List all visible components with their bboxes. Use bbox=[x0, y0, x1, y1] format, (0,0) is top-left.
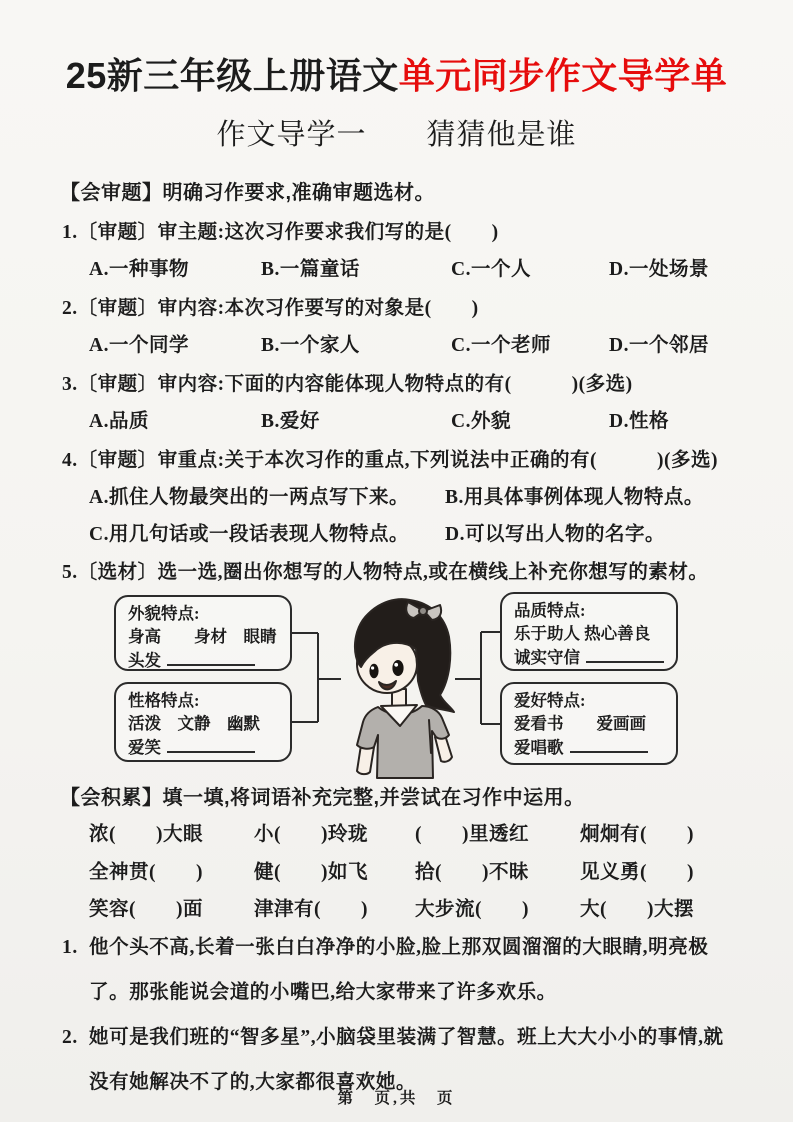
trait-box-line2: 头发 bbox=[128, 650, 161, 670]
word-blank: 浓( )大眼 bbox=[89, 824, 203, 845]
trait-box-line1: 乐于助人 热心善良 bbox=[514, 624, 651, 644]
word-row-3 bbox=[62, 893, 774, 921]
option-c: C.一个人 bbox=[451, 259, 531, 280]
trait-box-title: 性格特点: bbox=[128, 691, 200, 710]
option-c: C.用几句话或一段话表现人物特点。 bbox=[89, 524, 409, 545]
option-d: D.一处场景 bbox=[609, 259, 709, 280]
blank-line bbox=[167, 651, 255, 666]
trait-box-line1: 身高 身材 眼睛 bbox=[128, 627, 277, 647]
trait-box-line2: 诚实守信 bbox=[514, 647, 580, 667]
question-3-options bbox=[62, 405, 774, 433]
trait-box-quality bbox=[500, 592, 678, 671]
trait-box-appearance bbox=[114, 595, 292, 671]
trait-box-line1: 爱看书 爱画画 bbox=[514, 714, 646, 734]
question-3: 3.〔审题〕审内容:下面的内容能体现人物特点的有( )(多选) bbox=[62, 374, 633, 395]
option-b: B.一个家人 bbox=[261, 335, 360, 356]
trait-box-personality bbox=[114, 682, 292, 762]
option-d: D.性格 bbox=[609, 411, 669, 432]
blank-line bbox=[167, 738, 255, 753]
trait-box-line2: 爱唱歌 bbox=[514, 737, 564, 757]
word-blank: 炯炯有( ) bbox=[580, 824, 694, 845]
word-blank: 健( )如飞 bbox=[254, 862, 368, 883]
option-b: B.爱好 bbox=[261, 411, 320, 432]
option-a: A.一种事物 bbox=[89, 259, 189, 280]
blank-line bbox=[570, 738, 648, 753]
page-title-black: 25新三年级上册语文 bbox=[65, 55, 399, 96]
page-title-red: 单元同步作文导学单 bbox=[398, 55, 728, 96]
trait-box-title: 外貌特点: bbox=[128, 604, 200, 623]
option-d: D.一个邻居 bbox=[609, 335, 709, 356]
word-blank: 津津有( ) bbox=[254, 899, 368, 920]
question-2-options bbox=[62, 329, 774, 357]
trait-box-title: 爱好特点: bbox=[514, 691, 586, 710]
trait-box-hobby bbox=[500, 682, 678, 765]
trait-box-line2: 爱笑 bbox=[128, 737, 161, 757]
option-a: A.一个同学 bbox=[89, 335, 189, 356]
question-1: 1.〔审题〕审主题:这次习作要求我们写的是( ) bbox=[62, 222, 499, 243]
option-c: C.外貌 bbox=[451, 411, 511, 432]
trait-box-title: 品质特点: bbox=[514, 601, 586, 620]
word-row-1 bbox=[62, 818, 774, 846]
blank-line bbox=[586, 648, 664, 663]
question-2: 2.〔审题〕审内容:本次习作要写的对象是( ) bbox=[62, 298, 479, 319]
word-blank: ( )里透红 bbox=[415, 824, 529, 845]
example-sentence-1 bbox=[62, 926, 740, 1016]
option-b: B.用具体事例体现人物特点。 bbox=[445, 487, 704, 508]
trait-box-line1: 活泼 文静 幽默 bbox=[128, 714, 260, 734]
sentence-text: 他个头不高,长着一张白白净净的小脸,脸上那双圆溜溜的大眼睛,明亮极了。那张能说会道的小嘴巴,给大家带来了许多欢乐。 bbox=[89, 937, 709, 1003]
option-a: A.抓住人物最突出的一两点写下来。 bbox=[89, 487, 409, 508]
section-heading-shenti: 【会审题】明确习作要求,准确审题选材。 bbox=[60, 182, 436, 204]
word-blank: 见义勇( ) bbox=[580, 862, 694, 883]
sentence-number: 1. bbox=[62, 937, 78, 958]
sentence-number: 2. bbox=[62, 1027, 78, 1048]
page-title bbox=[0, 48, 793, 99]
option-c: C.一个老师 bbox=[451, 335, 551, 356]
option-b: B.一篇童话 bbox=[261, 259, 360, 280]
lesson-subtitle: 作文导学一 猜猜他是谁 bbox=[216, 119, 577, 151]
word-row-2 bbox=[62, 856, 774, 884]
option-d: D.可以写出人物的名字。 bbox=[445, 524, 665, 545]
page-footer: 第 页,共 页 bbox=[337, 1090, 456, 1107]
word-blank: 大( )大摆 bbox=[580, 899, 694, 920]
word-blank: 小( )玲珑 bbox=[254, 824, 368, 845]
sentence-text: 她可是我们班的“智多星”,小脑袋里装满了智慧。班上大大小小的事情,就没有她解决不了的,大家都很喜欢她。 bbox=[89, 1027, 724, 1093]
word-blank: 大步流( ) bbox=[415, 899, 529, 920]
option-a: A.品质 bbox=[89, 411, 149, 432]
section-heading-jilei: 【会积累】填一填,将词语补充完整,并尝试在习作中运用。 bbox=[60, 787, 585, 809]
question-5: 5.〔选材〕选一选,圈出你想写的人物特点,或在横线上补充你想写的素材。 bbox=[62, 562, 709, 583]
question-1-options bbox=[62, 253, 774, 281]
question-4: 4.〔审题〕审重点:关于本次习作的重点,下列说法中正确的有( )(多选) bbox=[62, 450, 718, 471]
word-blank: 全神贯( ) bbox=[89, 862, 203, 883]
traits-diagram bbox=[0, 585, 793, 780]
word-blank: 笑容( )面 bbox=[89, 899, 203, 920]
question-4-options-cd bbox=[62, 518, 774, 546]
question-4-options-ab bbox=[62, 481, 774, 509]
word-blank: 拾( )不昧 bbox=[415, 862, 529, 883]
girl-illustration bbox=[328, 585, 468, 780]
